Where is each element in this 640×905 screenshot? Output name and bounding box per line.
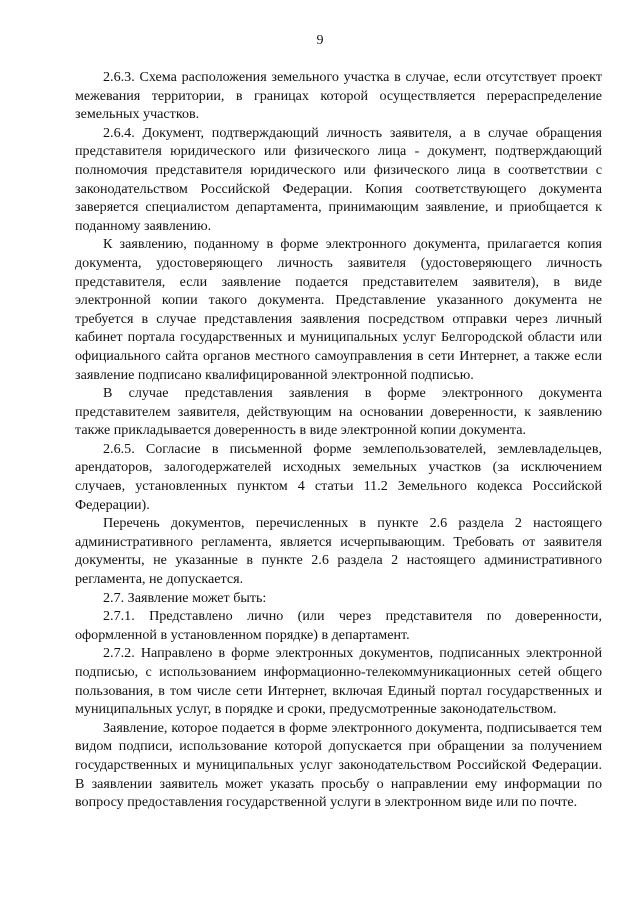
paragraph-2-6-5: 2.6.5. Согласие в письменной форме землепользователей, землевладельцев, арендаторов, залогодержателей исходных земельных участков (за исключением случаев, установленных пунктом 4 статьи 11.2 Земельного кодекса Российской Федерации). bbox=[75, 440, 602, 513]
paragraph-2-7: 2.7. Заявление может быть: bbox=[103, 589, 267, 606]
paragraph-2-7-1: 2.7.1. Представлено лично (или через представителя по доверенности, оформленной в установленном порядке) в департамент. bbox=[75, 608, 602, 643]
paragraph-exhaustive-list: Перечень документов, перечисленных в пункте 2.6 раздела 2 настоящего административного регламента, является исчерпывающим. Требовать от заявителя документы, не указанные в пункте 2.6 раздела 2 настоящего административного регламента, не допускается. bbox=[75, 515, 602, 588]
document-body bbox=[75, 68, 602, 812]
paragraph-2-6-4: 2.6.4. Документ, подтверждающий личность заявителя, а в случае обращения представителя юридического или физического лица - документ, подтверждающий полномочия представителя юридического или физического лица в соответствии с законодательством Российской Федерации. Копия соответствующего документа заверяется специалистом департамента, принимающим заявление, и приобщается к поданному заявлению. bbox=[75, 124, 602, 234]
paragraph-2-6-3: 2.6.3. Схема расположения земельного участка в случае, если отсутствует проект межевания территории, в границах которой осуществляется перераспределение земельных участков. bbox=[75, 69, 602, 123]
page-number: 9 bbox=[316, 33, 324, 48]
paragraph-electronic-signature: Заявление, которое подается в форме электронного документа, подписывается тем видом подписи, использование которой допускается при обращении за получением государственных и муниципальных услуг законодательством Российской Федерации. В заявлении заявитель может указать просьбу о направлении ему информации по вопросу предоставления государственной услуги в электронном виде или по почте. bbox=[75, 719, 602, 811]
paragraph-electronic-copy: К заявлению, поданному в форме электронного документа, прилагается копия документа, удостоверяющего личность заявителя (удостоверяющего личность представителя, если заявление подается представителем заявителя), в виде электронной копии такого документа. Представление указанного документа не требуется в случае представления заявления посредством отправки через личный кабинет портала государственных и муниципальных услуг Белгородской области или официального сайта органов местного самоуправления в сети Интернет, а также если заявление подписано квалифицированной электронной подписью. bbox=[75, 236, 602, 383]
paragraph-power-of-attorney: В случае представления заявления в форме электронного документа представителем заявителя, действующим на основании доверенности, к заявлению также прикладывается доверенность в виде электронной копии документа. bbox=[75, 385, 602, 439]
paragraph-2-7-2: 2.7.2. Направлено в форме электронных документов, подписанных электронной подписью, с использованием информационно-телекоммуникационных сетей общего пользования, в том числе сети Интернет, включая Единый портал государственных и муниципальных услуг, в порядке и сроки, предусмотренные законодательством. bbox=[75, 645, 602, 718]
